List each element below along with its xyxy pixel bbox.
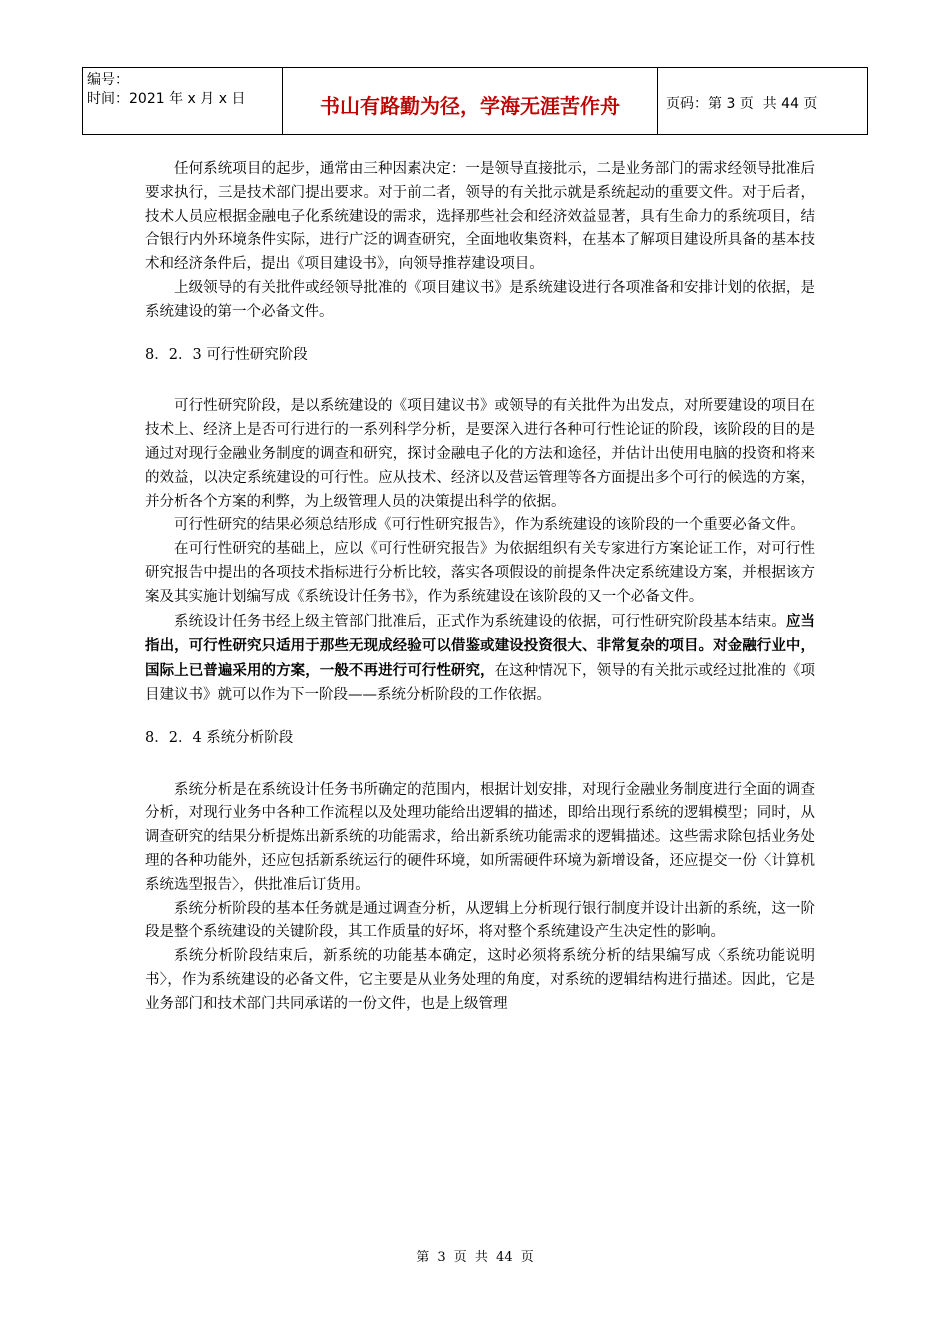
paragraph: 上级领导的有关批件或经领导批准的《项目建议书》是系统建设进行各项准备和安排计划的依据，是系统建设的第一个必备文件。 xyxy=(145,279,815,320)
number-label: 编号： xyxy=(87,72,129,88)
paragraph: 系统分析是在系统设计任务书所确定的范围内，根据计划安排，对现行金融业务制度进行全面的调查分析，对现行业务中各种工作流程以及处理功能给出逻辑的描述，即给出现行系统的逻辑模型；同时，从调查研究的结果分析提炼出新系统的功能需求，给出新系统功能需求的逻辑描述。这些需求除包括业务处理的各种功能外，还应包括新系统运行的硬件环境，如所需硬件环境为新增设备，还应提交一份〈计算机系统选型报告〉，供批准后订货用。 xyxy=(145,781,815,893)
section-heading-8-2-4: 8．2．4 系统分析阶段 xyxy=(145,729,294,746)
paragraph: 在可行性研究的基础上，应以《可行性研究报告》为依据组织有关专家进行方案论证工作，对可行性研究报告中提出的各项技术指标进行分析比较，落实各项假设的前提条件决定系统建设方案，并根据该方案及其实施计划编写成《系统设计任务书》，作为系统建设在该阶段的又一个必备文件。 xyxy=(145,541,815,605)
header-page-info xyxy=(658,68,867,134)
page-header xyxy=(82,67,868,135)
paragraph-text: 系统设计任务书经上级主管部门批准后，正式作为系统建设的依据，可行性研究阶段基本结束。 xyxy=(174,613,786,630)
paragraph xyxy=(145,610,815,708)
page-info-text: 页码：第 3 页 共 44 页 xyxy=(666,96,818,112)
paragraph-text: 在这种情况下，领导的有关批示或经过批准的《项目建议书》就可以作为下一阶段——系统分析阶段的工作依据。 xyxy=(145,663,816,703)
section-heading-8-2-3: 8．2．3 可行性研究阶段 xyxy=(145,346,308,363)
paragraph: 可行性研究阶段，是以系统建设的《项目建议书》或领导的有关批件为出发点，对所要建设的项目在技术上、经济上是否可行进行的一系列科学分析，是要深入进行各种可行性论证的阶段，该阶段的目的是通过对现行金融业务制度的调查和研究，探讨金融电子化的方法和途径，并估计出使用电脑的投资和将来的效益，以决定系统建设的可行性。应从技术、经济以及营运管理等各方面提出多个可行的候选的方案，并分析各个方案的利弊，为上级管理人员的决策提出科学的依据。 xyxy=(145,398,815,510)
header-meta xyxy=(83,68,283,134)
paragraph: 系统分析阶段的基本任务就是通过调查分析，从逻辑上分析现行银行制度并设计出新的系统，这一阶段是整个系统建设的关键阶段，其工作质量的好坏，将对整个系统建设产生决定性的影响。 xyxy=(145,900,815,941)
emphasis-text: 应当指出，可行性研究只适用于那些无现成经验可以借鉴或建设投资很大、非常复杂的项目。对金融行业中，国际上已普遍采用的方案，一般不再进行可行性研究， xyxy=(145,612,816,680)
header-motto: 书山有路勤为径，学海无涯苦作舟 xyxy=(283,68,658,134)
document-body xyxy=(145,158,815,1017)
paragraph: 可行性研究的结果必须总结形成《可行性研究报告》，作为系统建设的该阶段的一个重要必备文件。 xyxy=(174,517,805,534)
paragraph: 任何系统项目的起步，通常由三种因素决定：一是领导直接批示，二是业务部门的需求经领导批准后要求执行，三是技术部门提出要求。对于前二者，领导的有关批示就是系统起动的重要文件。对于后者，技术人员应根据金融电子化系统建设的需求，选择那些社会和经济效益显著，具有生命力的系统项目，结合银行内外环境条件实际，进行广泛的调查研究，全面地收集资料，在基本了解项目建设所具备的基本技术和经济条件后，提出《项目建设书》，向领导推荐建设项目。 xyxy=(145,161,815,273)
page-footer: 第 3 页 共 44 页 xyxy=(416,1250,534,1265)
time-label: 时间：2021 年 x 月 x 日 xyxy=(87,91,246,107)
paragraph: 系统分析阶段结束后，新系统的功能基本确定，这时必须将系统分析的结果编写成〈系统功能说明书〉，作为系统建设的必备文件，它主要是从业务处理的角度，对系统的逻辑结构进行描述。因此，它是业务部门和技术部门共同承诺的一份文件，也是上级管理 xyxy=(145,948,815,1012)
